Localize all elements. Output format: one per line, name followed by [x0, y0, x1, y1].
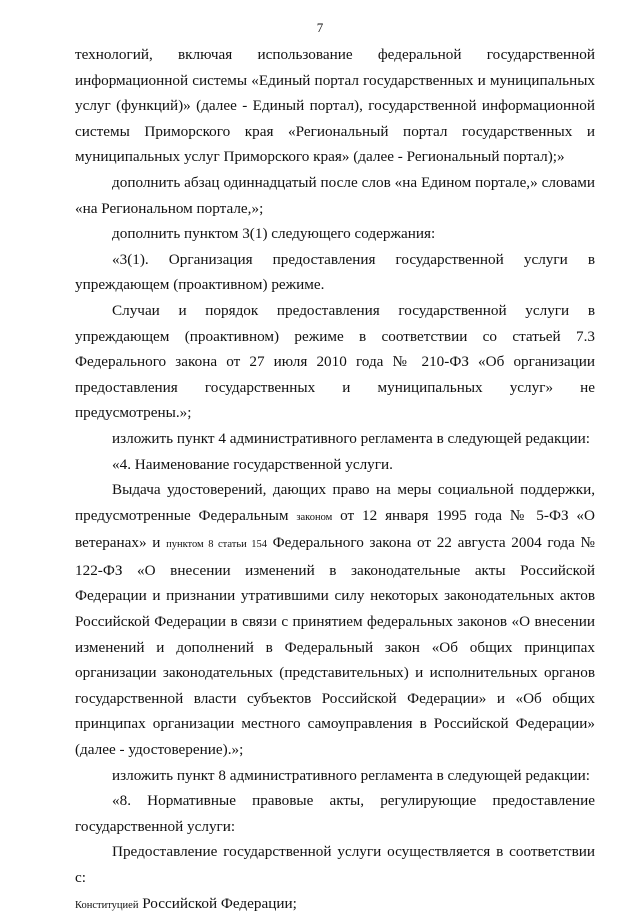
paragraph — [75, 477, 595, 763]
paragraph: Предоставление государственной услуги осуществляется в соответствии с: — [75, 843, 595, 886]
paragraph: «3(1). Организация предоставления государственной услуги в упреждающем (проактивном) режиме. — [75, 250, 595, 294]
paragraph-text: от 12 января 1995 года № 5-ФЗ «О ветеранах» и — [75, 506, 595, 552]
paragraph-text: Выдача удостоверений, дающих право на меры социальной поддержки, предусмотренные Федеральным — [75, 481, 595, 524]
paragraph: дополнить пунктом 3(1) следующего содержания: — [112, 225, 436, 243]
paragraph: дополнить абзац одиннадцатый после слов «на Едином портале,» словами «на Региональном портале,»; — [75, 173, 595, 217]
paragraph: технологий, включая использование федеральной государственной информационной системы «Единый портал государственных и муниципальных услуг (функций)» (далее - Единый портал), государственной информационной системы Приморского края «Региональный портал государственных и муниципальных услуг Приморского края» (далее - Региональный портал);» — [75, 46, 595, 166]
document-body — [75, 42, 595, 918]
paragraph-text: Федерального закона от 22 августа 2004 года № 122-ФЗ «О внесении изменений в законодательные акты Российской Федерации и признании утратившими силу некоторых законодательных актов Российской Федерации в связи с принятием федеральных законов «О внесении изменений и дополнений в Федеральный закон «Об общих принципах организации законодательных (представительных) и исполнительных органов государственной власти субъектов Российской Федерации» и «Об общих принципах организации местного самоуправления в Российской Федерации» (далее - удостоверение).»; — [75, 534, 595, 759]
page-number: 7 — [316, 20, 324, 35]
paragraph: изложить пункт 4 административного регламента в следующей редакции: — [112, 429, 591, 447]
paragraph: изложить пункт 8 административного регламента в следующей редакции: — [112, 766, 591, 784]
law-link-text: пунктом 8 статьи 154 — [166, 539, 267, 551]
law-link-text: законом — [296, 511, 333, 523]
paragraph: Случаи и порядок предоставления государственной услуги в упреждающем (проактивном) режиме в соответствии со статьей 7.3 Федерального закона от 27 июля 2010 года № 210-ФЗ «Об организации предоставления государственных и муниципальных услуг» не предусмотрены.»; — [75, 301, 595, 422]
paragraph-text: Российской Федерации; — [142, 894, 297, 912]
paragraph — [75, 891, 595, 918]
law-link-text: Конституцией — [75, 899, 139, 911]
paragraph: «4. Наименование государственной услуги. — [112, 455, 393, 473]
paragraph: «8. Нормативные правовые акты, регулирующие предоставление государственной услуги: — [75, 792, 595, 835]
